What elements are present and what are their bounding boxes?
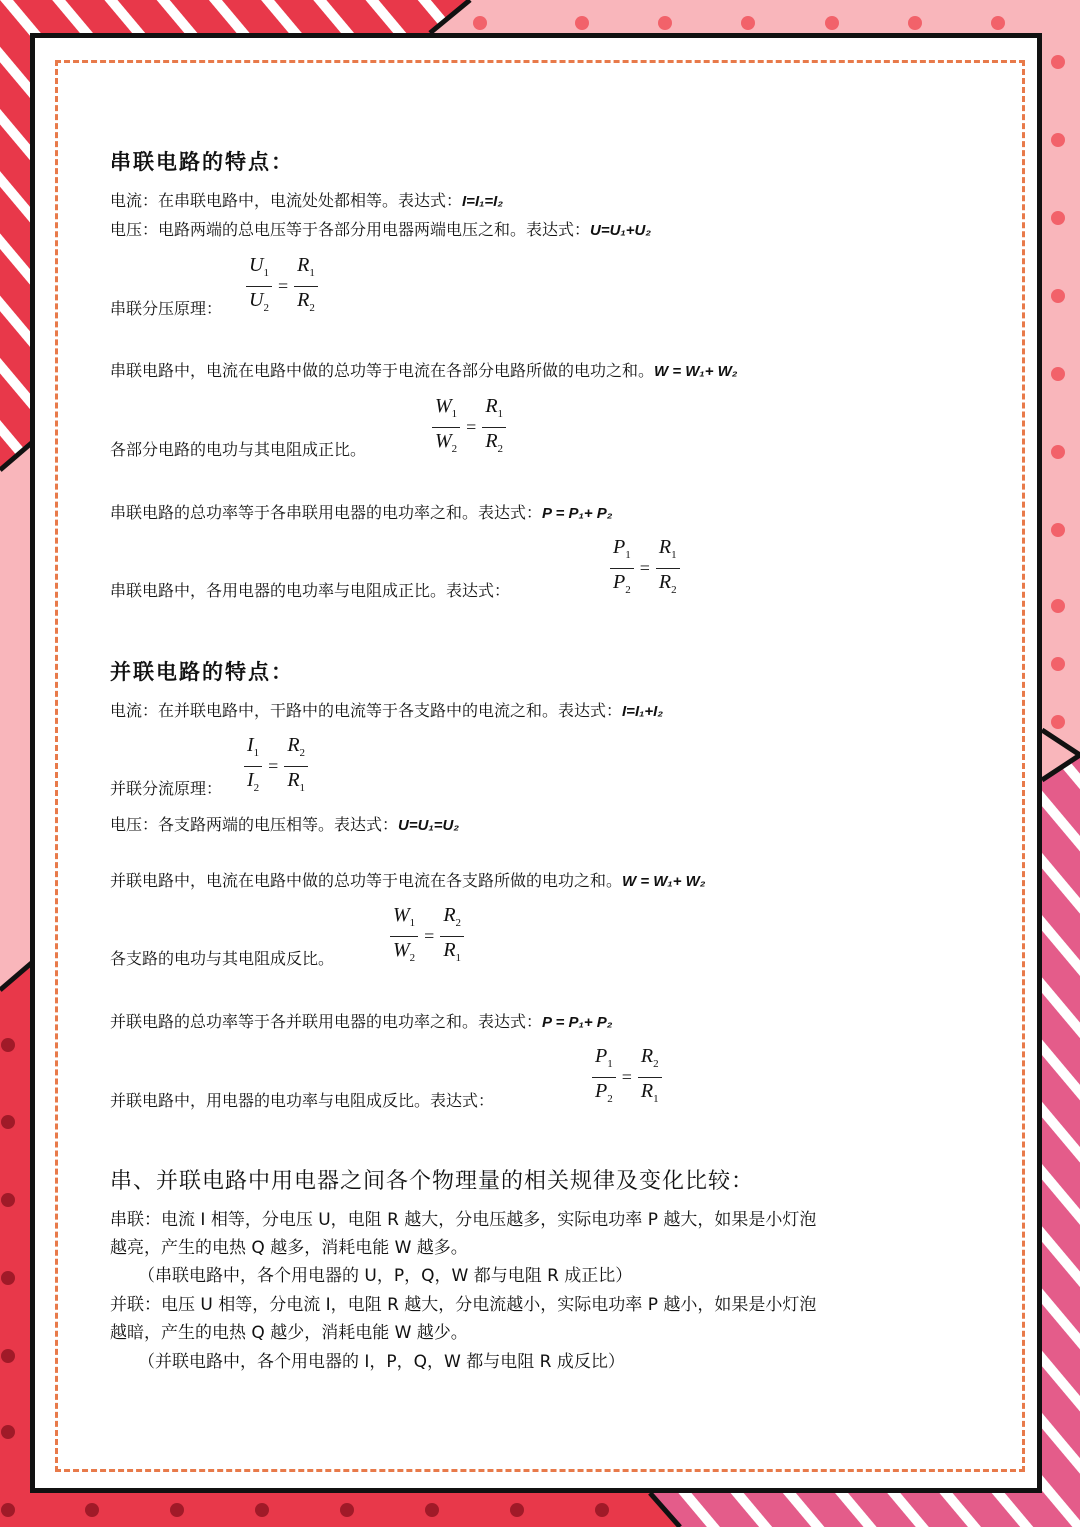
comparison-line: 越暗，产生的电热 Q 越少，消耗电能 W 越少。	[110, 1323, 468, 1343]
parallel-power-ratio-label: 并联电路中，用电器的电功率与电阻成反比。表达式：	[110, 1091, 495, 1110]
parallel-heading: 并联电路的特点：	[110, 659, 294, 684]
parallel-voltage-line: 电压：各支路两端的电压相等。表达式：U=U₁=U₂	[110, 815, 460, 834]
series-heading: 串联电路的特点：	[110, 149, 294, 174]
parallel-power-expr: P = P₁+ P₂	[542, 1014, 613, 1031]
series-current-line: 电流：在串联电路中，电流处处都相等。表达式：I=I₁=I₂	[110, 191, 504, 210]
series-power-ratio-formula: $\frac{P_1}{P_2}$ = $\frac{R_1}{R_2}$	[608, 536, 682, 601]
comparison-line: （并联电路中，各个用电器的 I，P，Q，W 都与电阻 R 成反比）	[138, 1352, 625, 1372]
parallel-power-ratio-formula: $\frac{P_1}{P_2}$ = $\frac{R_2}{R_1}$	[590, 1045, 664, 1110]
series-work-ratio-formula: $\frac{W_1}{W_2}$ = $\frac{R_1}{R_2}$	[430, 395, 508, 460]
comparison-line: 串联：电流 I 相等，分电压 U，电阻 R 越大，分电压越多，实际电功率 P 越大，如果是小灯泡	[110, 1210, 817, 1230]
series-work-expr: W = W₁+ W₂	[654, 363, 738, 380]
comparison-line: 越亮，产生的电热 Q 越多，消耗电能 W 越多。	[110, 1238, 468, 1258]
parallel-current-expr: I=I₁+I₂	[622, 703, 664, 720]
series-power-line: 串联电路的总功率等于各串联用电器的电功率之和。表达式：P = P₁+ P₂	[110, 503, 613, 522]
parallel-power-line: 并联电路的总功率等于各并联用电器的电功率之和。表达式：P = P₁+ P₂	[110, 1012, 613, 1031]
series-work-ratio-label: 各部分电路的电功与其电阻成正比。	[110, 440, 367, 459]
series-work-line: 串联电路中，电流在电路中做的总功等于电流在各部分电路所做的电功之和。W = W₁+ W₂	[110, 361, 738, 380]
parallel-current-line: 电流：在并联电路中，干路中的电流等于各支路中的电流之和。表达式：I=I₁+I₂	[110, 701, 664, 720]
series-power-ratio-label: 串联电路中，各用电器的电功率与电阻成正比。表达式：	[110, 581, 511, 600]
series-divider-label: 串联分压原理：	[110, 299, 223, 318]
parallel-work-expr: W = W₁+ W₂	[622, 873, 706, 890]
comparison-line: 并联：电压 U 相等，分电流 I，电阻 R 越大，分电流越小，实际电功率 P 越小，如果是小灯泡	[110, 1295, 817, 1315]
comparison-heading: 串、并联电路中用电器之间各个物理量的相关规律及变化比较：	[110, 1169, 755, 1194]
parallel-work-ratio-label: 各支路的电功与其电阻成反比。	[110, 949, 335, 968]
series-voltage-expr: U=U₁+U₂	[590, 222, 652, 239]
parallel-divider-formula: $\frac{I_1}{I_2}$ = $\frac{R_2}{R_1}$	[242, 734, 310, 799]
parallel-voltage-expr: U=U₁=U₂	[398, 817, 460, 834]
parallel-divider-label: 并联分流原理：	[110, 779, 223, 798]
parallel-work-ratio-formula: $\frac{W_1}{W_2}$ = $\frac{R_2}{R_1}$	[388, 904, 466, 969]
parallel-work-line: 并联电路中，电流在电路中做的总功等于电流在各支路所做的电功之和。W = W₁+ W₂	[110, 871, 706, 890]
comparison-line: （串联电路中，各个用电器的 U，P，Q，W 都与电阻 R 成正比）	[138, 1266, 633, 1286]
series-power-expr: P = P₁+ P₂	[542, 505, 613, 522]
series-current-expr: I=I₁=I₂	[462, 193, 504, 210]
series-divider-formula: $\frac{U_1}{U_2}$ = $\frac{R_1}{R_2}$	[244, 254, 320, 319]
series-voltage-line: 电压：电路两端的总电压等于各部分用电器两端电压之和。表达式：U=U₁+U₂	[110, 220, 652, 239]
